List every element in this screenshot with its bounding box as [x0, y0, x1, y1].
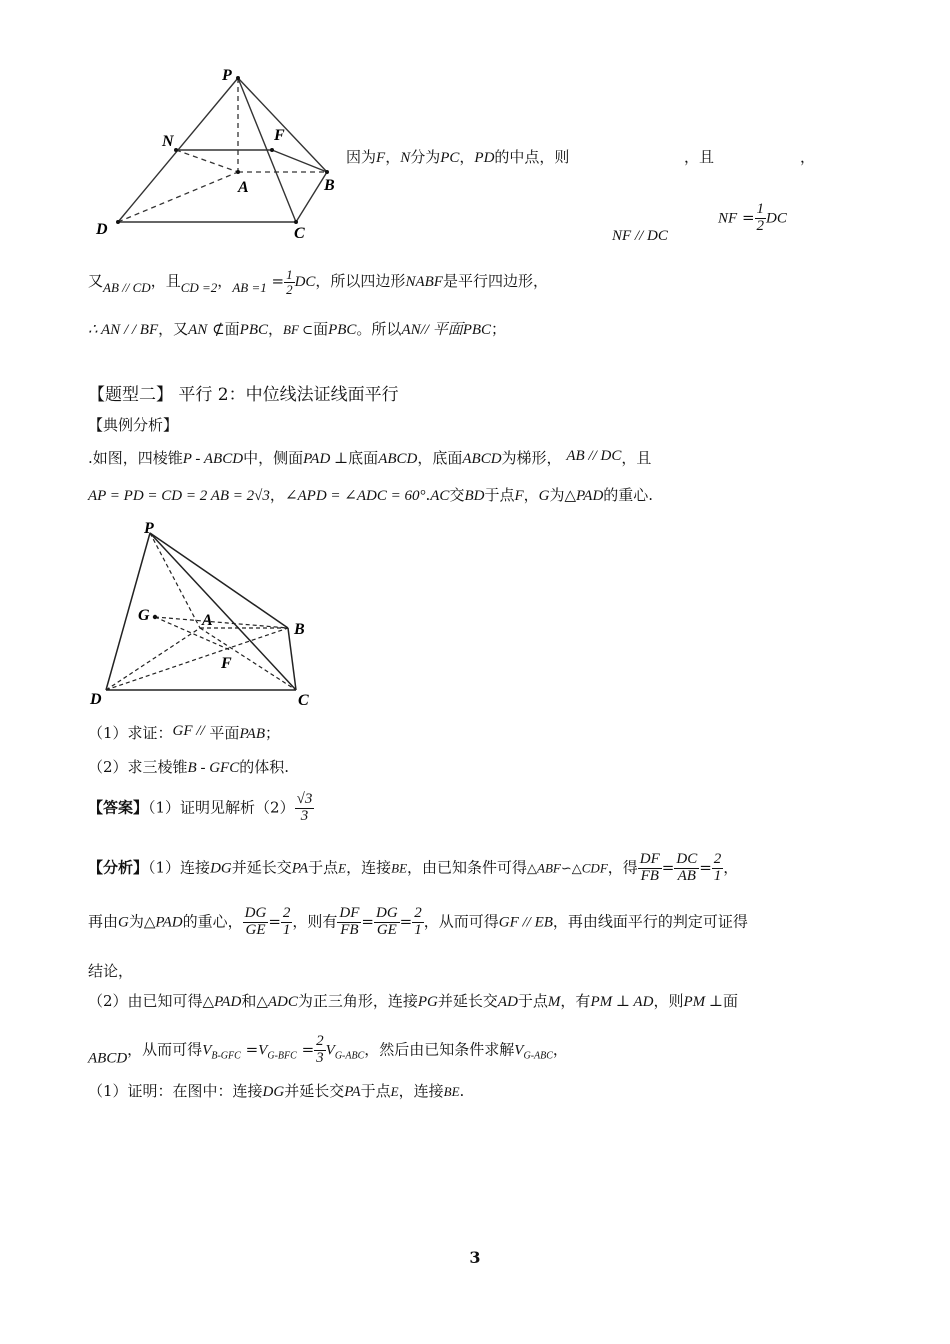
- problem-line-2: AP = PD = CD = 2 AB = 2√3，∠APD = ∠ADC = 60°.AC交BD于点F，G为△PAD的重心.: [88, 486, 654, 504]
- page-number: 3: [469, 1248, 481, 1267]
- analysis-line-1: 【分析】（1）连接DG并延长交PA于点E，连接BE，由已知条件可得△ABF∽△CDF，得 $\frac{DF}{FB}$ = $\frac{DC}{AB}$ = $\frac{2}{1}$ ，: [88, 851, 739, 884]
- label-A: A: [238, 179, 249, 196]
- analysis-line-3: 结论，: [88, 962, 134, 980]
- label-B: B: [324, 177, 335, 194]
- analysis-line-2: 再由G为△PAD的重心， $\frac{DG}{GE}$ = $\frac{2}{1}$ ，则有 $\frac{DF}{FB}$ = $\frac{DG}{GE}$ = $\frac{2}{1}$ ，从而可得GF // EB，再由线面平行的判定可证得: [88, 905, 748, 938]
- figure-1-pyramid: [90, 62, 350, 242]
- label-D: D: [96, 221, 108, 238]
- label-B2: B: [294, 621, 305, 638]
- because-line: 因为F，N分为PC，PD的中点，则: [346, 148, 570, 166]
- label-C2: C: [298, 692, 309, 709]
- label-N: N: [162, 133, 174, 150]
- label-A2: A: [202, 612, 213, 629]
- label-F: F: [274, 127, 285, 144]
- subheading: 【典例分析】: [88, 416, 179, 434]
- comma-text: ，: [800, 148, 816, 166]
- label-F2: F: [221, 655, 232, 672]
- para-3: ∴ AN / / BF，又AN ⊄面PBC，BF ⊂面PBC。所以AN// 平面PBC；: [88, 320, 507, 338]
- problem-line-1: .如图，四棱锥P - ABCD中，侧面PAD ⊥底面ABCD，底面ABCD为梯形， AB // DC，且: [88, 448, 652, 467]
- label-P2: P: [144, 520, 154, 537]
- para-2: 又AB // CD，且CD =2，AB =1 = $\frac{1}{2}$ DC，所以四边形NABF是平行四边形，: [88, 267, 548, 297]
- proof-line: （1）证明：在图中：连接DG并延长交PA于点E，连接BE.: [88, 1082, 465, 1100]
- answer-line: 【答案】（1）证明见解析（2） $\frac{√3}{3}$: [88, 791, 313, 824]
- nf-half-dc: NF = $\frac{1}{2}$ DC: [718, 201, 787, 234]
- nf-parallel-dc: NF // DC: [612, 228, 668, 244]
- label-G2: G: [138, 607, 150, 624]
- section-heading: 【题型二】 平行 2：中位线法证线面平行: [88, 385, 399, 405]
- label-D2: D: [90, 691, 102, 708]
- question-1: （1）求证：GF // 平面PAB；: [88, 723, 281, 742]
- analysis-line-5: ABCD，从而可得$V_{B-GFC} =V_{G-BFC}$ = $\frac{2}{3}$ $V_{G-ABC}$，然后由已知条件求解$V_{G-ABC}$，: [88, 1033, 568, 1067]
- label-C: C: [294, 225, 305, 242]
- and-text: ，且: [684, 148, 715, 166]
- analysis-line-4: （2）由已知可得△PAD和△ADC为正三角形，连接PG并延长交AD于点M，有PM ⊥ AD，则PM ⊥面: [88, 992, 738, 1010]
- figure-2-pyramid: [86, 515, 326, 715]
- label-P: P: [222, 67, 232, 84]
- question-2: （2）求三棱锥B - GFC的体积.: [88, 758, 289, 776]
